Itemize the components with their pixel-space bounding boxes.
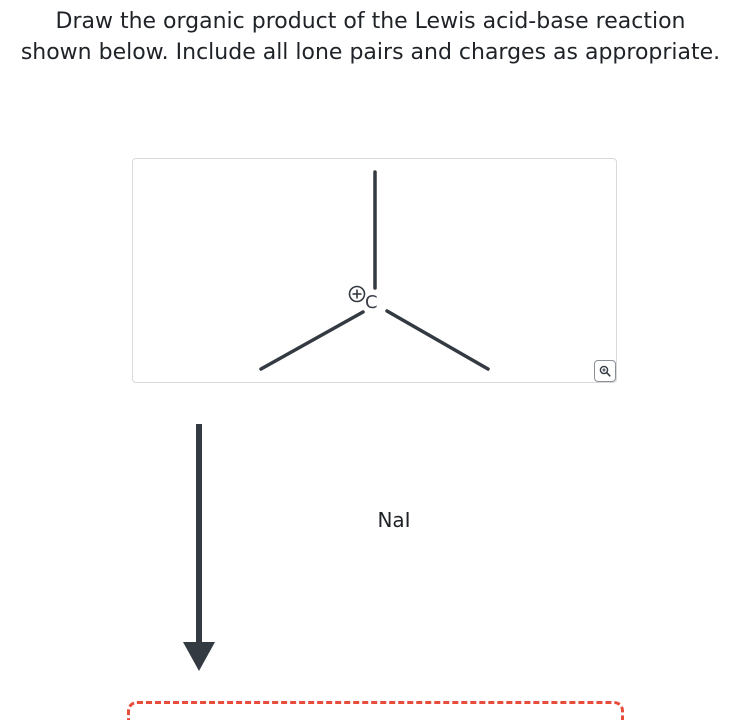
- question-text: [0, 6, 741, 68]
- reaction-arrow-icon: [183, 424, 215, 671]
- magnifier-icon: [599, 365, 611, 377]
- carbon-atom-label: C: [365, 292, 378, 313]
- zoom-button[interactable]: [594, 360, 616, 382]
- reactant-structure-box: [132, 158, 617, 383]
- question-line-1: Draw the organic product of the Lewis acid-base reaction: [55, 9, 686, 34]
- answer-drawing-area[interactable]: [127, 701, 624, 720]
- question-line-2: shown below. Include all lone pairs and charges as appropriate.: [20, 40, 721, 65]
- reagent-label: NaI: [377, 508, 411, 532]
